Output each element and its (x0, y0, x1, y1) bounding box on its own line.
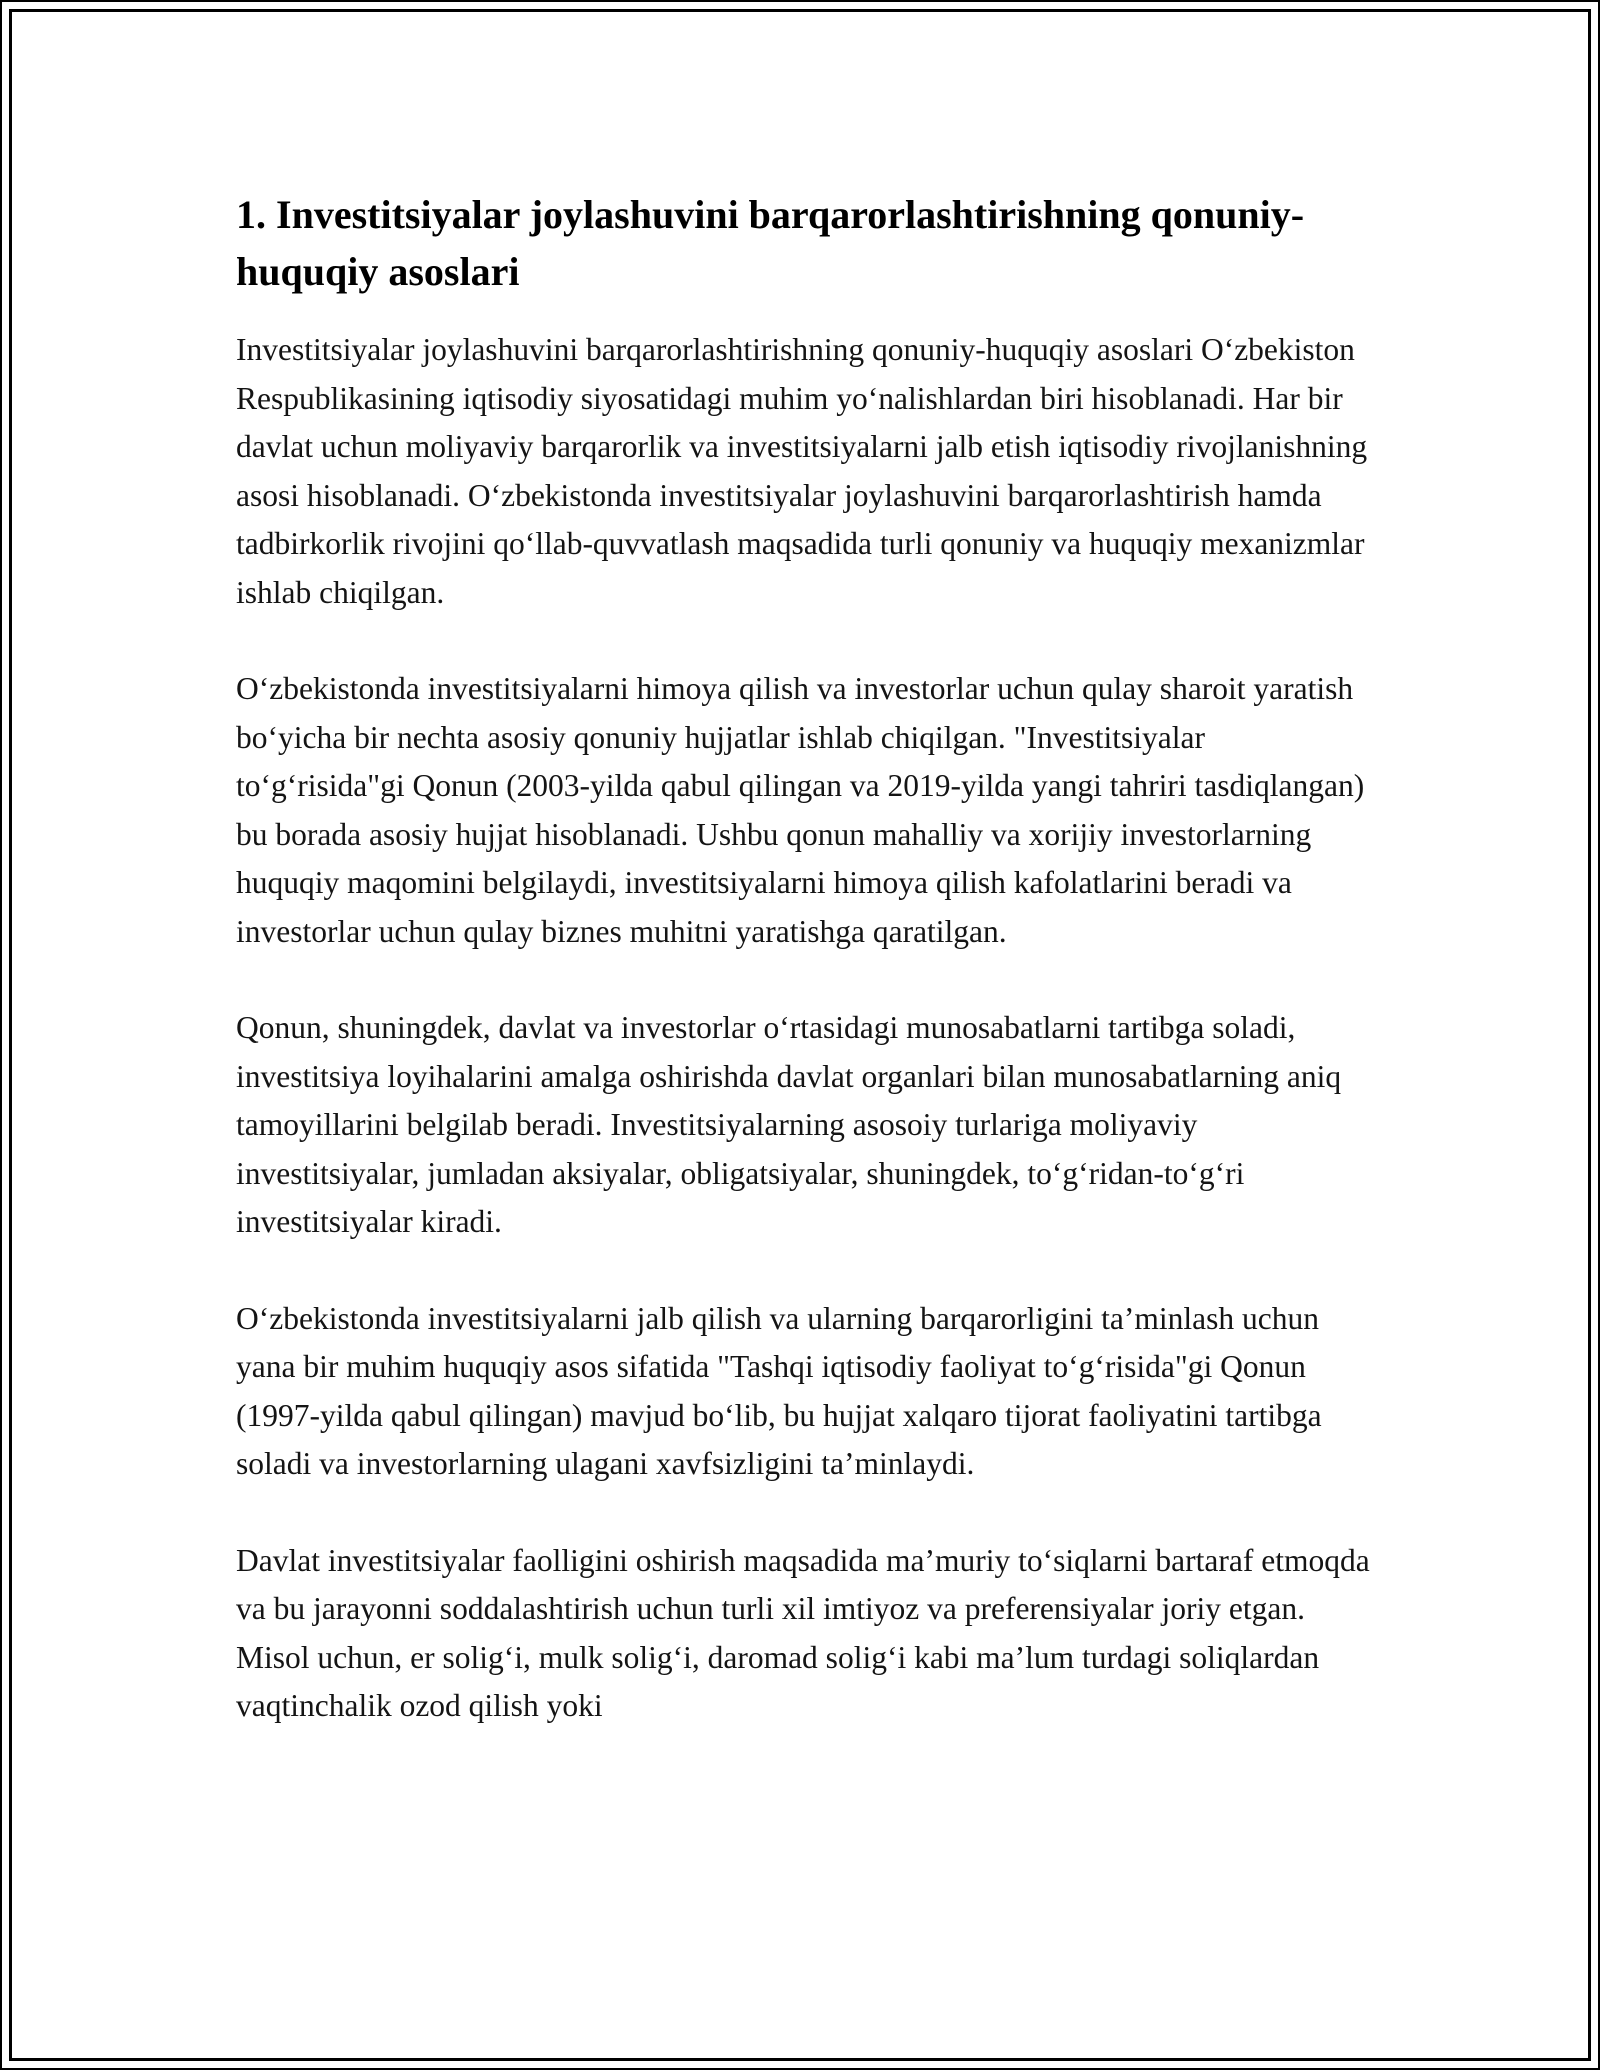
paragraph-2: O‘zbekistonda investitsiyalarni himoya qilish va investorlar uchun qulay sharoit yaratish bo‘yicha bir nechta asosiy qonuniy hujjatlar ishlab chiqilgan. "Investitsiyalar to‘g‘risida"gi Qonun (2003-yilda qabul qilingan va 2019-yilda yangi tahriri tasdiqlangan) bu borada asosiy hujjat hisoblanadi. Ushbu qonun mahalliy va xorijiy investorlarning huquqiy maqomini belgilaydi, investitsiyalarni himoya qilish kafolatlarini beradi va investorlar uchun qulay biznes muhitni yaratishga qaratilgan. (236, 671, 1365, 949)
paragraph-1: Investitsiyalar joylashuvini barqarorlashtirishning qonuniy-huquqiy asoslari O‘zbekiston Respublikasining iqtisodiy siyosatidagi muhim yo‘nalishlardan biri hisoblanadi. Har bir davlat uchun moliyaviy barqarorlik va investitsiyalarni jalb etish iqtisodiy rivojlanishning asosi hisoblanadi. O‘zbekistonda investitsiyalar joylashuvini barqarorlashtirish hamda tadbirkorlik rivojini qo‘llab-quvvatlash maqsadida turli qonuniy va huquqiy mexanizmlar ishlab chiqilgan. (236, 332, 1368, 610)
paragraph-3: Qonun, shuningdek, davlat va investorlar o‘rtasidagi munosabatlarni tartibga soladi, investitsiya loyihalarini amalga oshirishda davlat organlari bilan munosabatlarning aniq tamoyillarini belgilab beradi. Investitsiyalarning asosoiy turlariga moliyaviy investitsiyalar, jumladan aksiyalar, obligatsiyalar, shuningdek, to‘g‘ridan-to‘g‘ri investitsiyalar kiradi. (236, 1010, 1342, 1239)
section-heading: 1. Investitsiyalar joylashuvini barqarorlashtirishning qonuniy-huquqiy asoslari (236, 192, 1305, 294)
document-body (236, 186, 1376, 1779)
paragraph-4: O‘zbekistonda investitsiyalarni jalb qilish va ularning barqarorligini ta’minlash uchun yana bir muhim huquqiy asos sifatida "Tashqi iqtisodiy faoliyat to‘g‘risida"gi Qonun (1997-yilda qabul qilingan) mavjud bo‘lib, bu hujjat xalqaro tijorat faoliyatini tartibga soladi va investorlarning ulagani xavfsizligini ta’minlaydi. (236, 1300, 1322, 1481)
paragraph-5: Davlat investitsiyalar faolligini oshirish maqsadida ma’muriy to‘siqlarni bartaraf etmoqda va bu jarayonni soddalashtirish uchun turli xil imtiyoz va preferensiyalar joriy etgan. Misol uchun, er solig‘i, mulk solig‘i, daromad solig‘i kabi ma’lum turdagi soliqlardan vaqtinchalik ozod qilish yoki (236, 1542, 1370, 1723)
